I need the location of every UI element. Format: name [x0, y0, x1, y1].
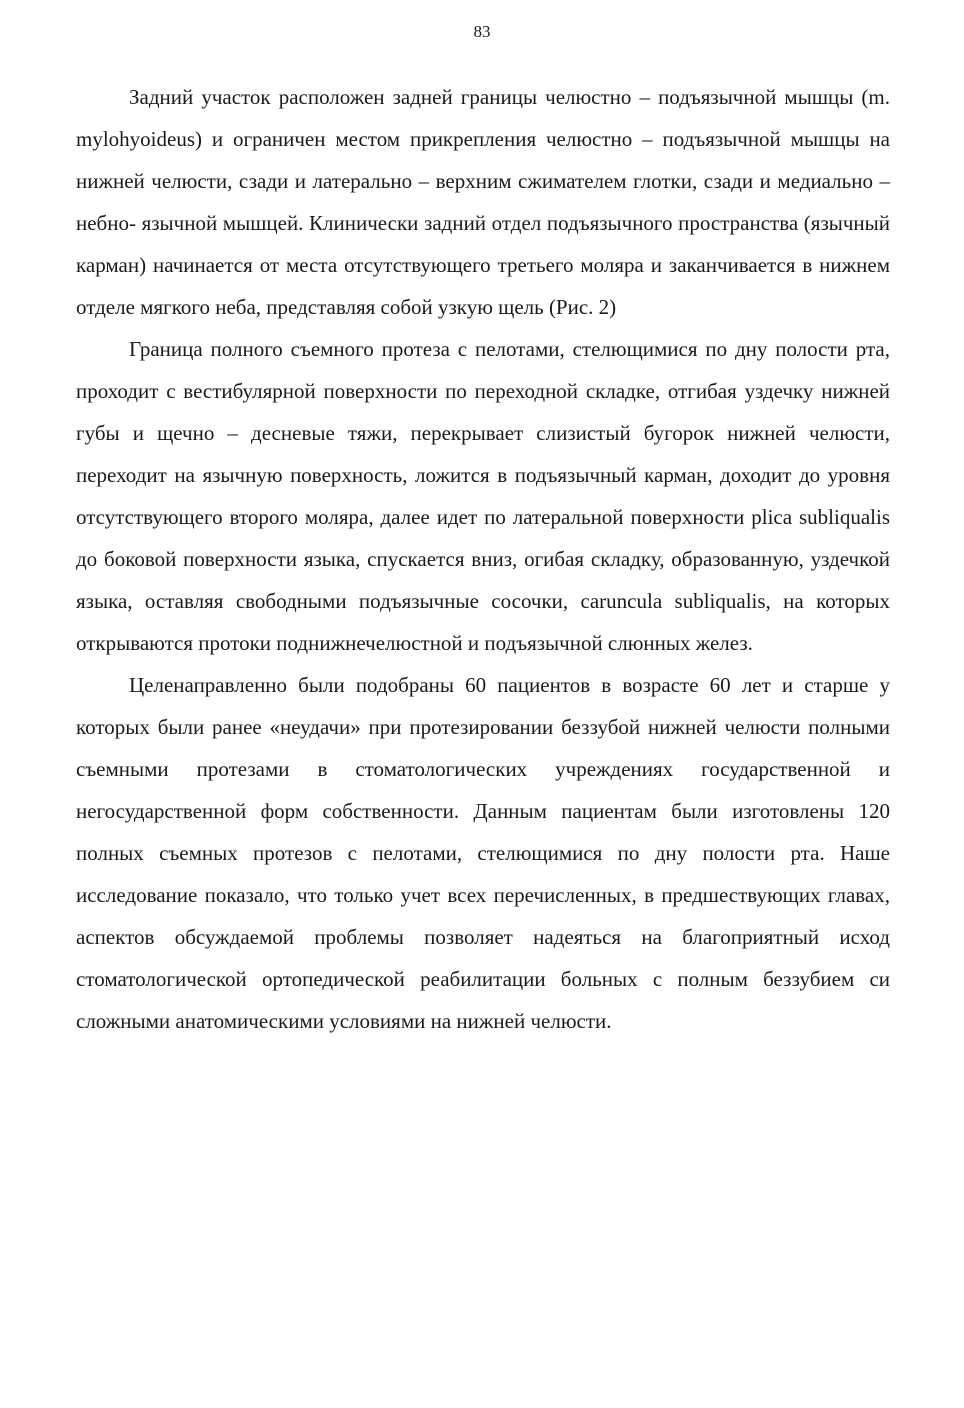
document-body [76, 76, 890, 1042]
paragraph-denture-border: Граница полного съемного протеза с пелотами, стелющимися по дну полости рта, проходит с вестибулярной поверхности по переходной складке, отгибая уздечку нижней губы и щечно – десневые тяжи, перекрывает слизистый бугорок нижней челюсти, переходит на язычную поверхность, ложится в подъязычный карман, доходит до уровня отсутствующего второго моляра, далее идет по латеральной поверхности plica subliqualis до боковой поверхности языка, спускается вниз, огибая складку, образованную, уздечкой языка, оставляя свободными подъязычные сосочки, caruncula subliqualis, на которых открываются протоки поднижнечелюстной и подъязычной слюнных желез. [76, 337, 890, 655]
page-number: 83 [473, 22, 491, 41]
paragraph-patients-study: Целенаправленно были подобраны 60 пациентов в возрасте 60 лет и старше у которых были ранее «неудачи» при протезировании беззубой нижней челюсти полными съемными протезами в стоматологических учреждениях государственной и негосударственной форм собственности. Данным пациентам были изготовлены 120 полных съемных протезов с пелотами, стелющимися по дну полости рта. Наше исследование показало, что только учет всех перечисленных, в предшествующих главах, аспектов обсуждаемой проблемы позволяет надеяться на благоприятный исход стоматологической ортопедической реабилитации больных с полным беззубием си сложными анатомическими условиями на нижней челюсти. [76, 673, 890, 1033]
paragraph-posterior-section: Задний участок расположен задней границы челюстно – подъязычной мышцы (m. mylohyoideus) и ограничен местом прикрепления челюстно – подъязычной мышцы на нижней челюсти, сзади и латерально – верхним сжимателем глотки, сзади и медиально – небно- язычной мышцей. Клинически задний отдел подъязычного пространства (язычный карман) начинается от места отсутствующего третьего моляра и заканчивается в нижнем отделе мягкого неба, представляя собой узкую щель (Рис. 2) [76, 85, 890, 319]
